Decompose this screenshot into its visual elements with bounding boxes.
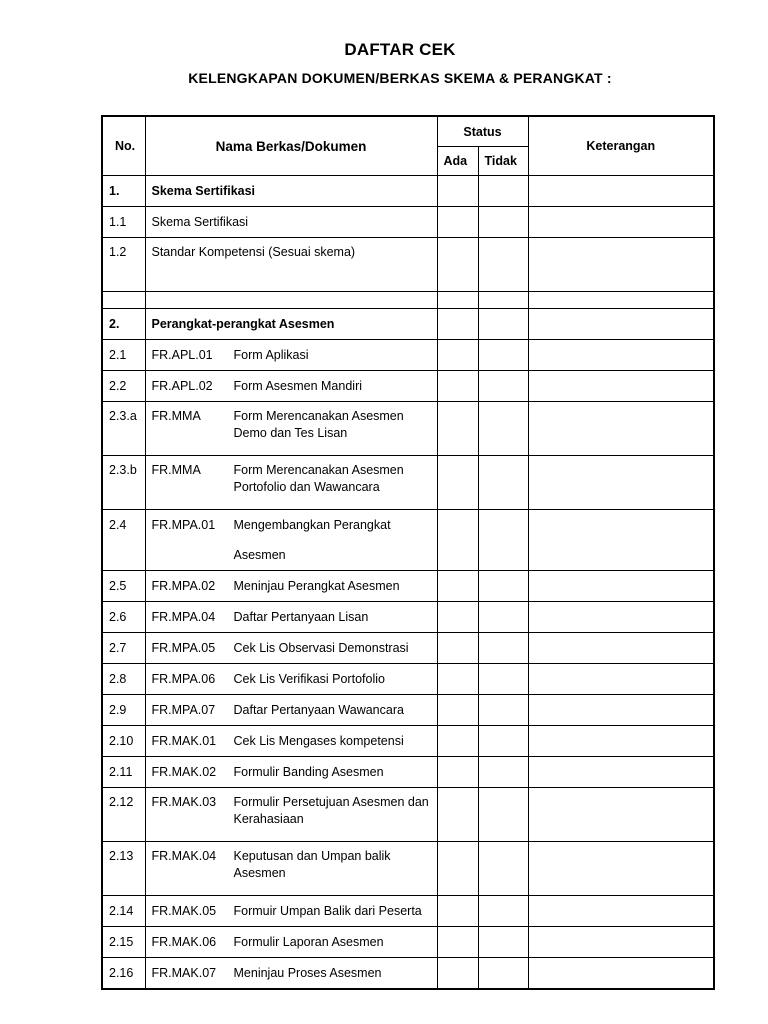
table-row — [102, 842, 714, 896]
keterangan-cell[interactable] — [528, 309, 714, 340]
keterangan-cell[interactable] — [528, 238, 714, 292]
table-row — [102, 456, 714, 510]
tidak-checkbox-cell[interactable] — [478, 176, 528, 207]
document-name-wrap — [152, 757, 431, 787]
form-code: FR.MAK.03 — [151, 795, 217, 809]
document-name: Cek Lis Observasi Demonstrasi — [233, 641, 409, 655]
form-code: FR.MAK.02 — [151, 765, 217, 779]
document-name: Form Aplikasi — [233, 348, 309, 362]
document-name: Daftar Pertanyaan Lisan — [233, 610, 369, 624]
tidak-checkbox-cell[interactable] — [478, 958, 528, 990]
form-code: FR.MPA.05 — [151, 641, 216, 655]
row-number: 2.8 — [102, 664, 145, 695]
form-code: FR.MMA — [151, 409, 201, 423]
ada-checkbox-cell[interactable] — [437, 633, 478, 664]
ada-checkbox-cell[interactable] — [437, 510, 478, 571]
row-number: 2.10 — [102, 726, 145, 757]
table-row — [102, 510, 714, 571]
document-cell — [145, 571, 437, 602]
document-name-wrap — [152, 927, 431, 957]
row-number: 2.16 — [102, 958, 145, 990]
document-cell — [145, 664, 437, 695]
document-cell — [145, 402, 437, 456]
keterangan-cell[interactable] — [528, 571, 714, 602]
document-name: Standar Kompetensi (Sesuai skema) — [151, 245, 356, 259]
tidak-checkbox-cell[interactable] — [478, 309, 528, 340]
header-no: No. — [102, 116, 145, 176]
keterangan-cell[interactable] — [528, 371, 714, 402]
spacer-cell — [145, 292, 437, 309]
tidak-checkbox-cell[interactable] — [478, 207, 528, 238]
section-row — [102, 176, 714, 207]
table-row — [102, 695, 714, 726]
keterangan-cell[interactable] — [528, 602, 714, 633]
tidak-checkbox-cell[interactable] — [478, 340, 528, 371]
document-name-wrap — [152, 695, 431, 725]
checklist-table — [101, 115, 715, 990]
row-number: 2.3.b — [102, 456, 145, 510]
table-row — [102, 207, 714, 238]
table-row — [102, 896, 714, 927]
document-cell — [145, 510, 437, 571]
document-name: Form Merencanakan Asesmen Demo dan Tes Lisan — [233, 409, 404, 440]
document-cell — [145, 726, 437, 757]
form-code: FR.MAK.05 — [151, 904, 217, 918]
form-code: FR.MMA — [151, 463, 201, 477]
table-row — [102, 958, 714, 990]
keterangan-cell[interactable] — [528, 695, 714, 726]
document-cell — [145, 958, 437, 990]
keterangan-cell[interactable] — [528, 510, 714, 571]
document-name: Meninjau Perangkat Asesmen — [233, 579, 400, 593]
document-cell — [145, 788, 437, 842]
header-ada: Ada — [437, 147, 478, 176]
ada-checkbox-cell[interactable] — [437, 757, 478, 788]
ada-checkbox-cell[interactable] — [437, 456, 478, 510]
table-row — [102, 927, 714, 958]
document-name-wrap — [152, 371, 431, 401]
ada-checkbox-cell[interactable] — [437, 340, 478, 371]
document-name: Formulir Persetujuan Asesmen dan Kerahasiaan — [233, 795, 429, 826]
document-name-wrap — [152, 896, 431, 926]
section-number: 1. — [102, 176, 145, 207]
header-tidak: Tidak — [478, 147, 528, 176]
document-name: Form Merencanakan Asesmen Portofolio dan Wawancara — [233, 463, 404, 494]
ada-checkbox-cell[interactable] — [437, 896, 478, 927]
header-keterangan: Keterangan — [528, 116, 714, 176]
form-code: FR.MPA.04 — [151, 610, 216, 624]
tidak-checkbox-cell[interactable] — [478, 510, 528, 571]
section-title: Skema Sertifikasi — [145, 176, 437, 207]
document-cell — [145, 633, 437, 664]
form-code: FR.MPA.07 — [151, 703, 216, 717]
document-cell — [145, 456, 437, 510]
section-number: 2. — [102, 309, 145, 340]
row-number: 2.5 — [102, 571, 145, 602]
row-number: 1.2 — [102, 238, 145, 292]
keterangan-cell[interactable] — [528, 726, 714, 757]
document-name-wrap — [152, 848, 431, 882]
tidak-checkbox-cell[interactable] — [478, 402, 528, 456]
row-number: 2.3.a — [102, 402, 145, 456]
ada-checkbox-cell[interactable] — [437, 238, 478, 292]
header-status: Status — [437, 116, 528, 147]
tidak-checkbox-cell[interactable] — [478, 664, 528, 695]
row-number: 2.9 — [102, 695, 145, 726]
table-row — [102, 757, 714, 788]
keterangan-cell[interactable] — [528, 958, 714, 990]
document-name-wrap — [152, 726, 431, 756]
document-name-wrap — [152, 244, 431, 261]
table-row — [102, 664, 714, 695]
tidak-checkbox-cell[interactable] — [478, 927, 528, 958]
section-row — [102, 309, 714, 340]
document-name-wrap — [152, 340, 431, 370]
tidak-checkbox-cell[interactable] — [478, 757, 528, 788]
form-code: FR.MPA.06 — [151, 672, 216, 686]
document-cell — [145, 602, 437, 633]
document-name: Mengembangkan Perangkat Asesmen — [233, 518, 391, 562]
form-code: FR.MPA.01 — [151, 518, 216, 532]
tidak-checkbox-cell[interactable] — [478, 842, 528, 896]
document-name-wrap — [152, 510, 431, 570]
table-row — [102, 340, 714, 371]
form-code: FR.MPA.02 — [151, 579, 216, 593]
form-code: FR.APL.02 — [151, 379, 213, 393]
tidak-checkbox-cell[interactable] — [478, 371, 528, 402]
row-number: 2.11 — [102, 757, 145, 788]
ada-checkbox-cell[interactable] — [437, 571, 478, 602]
tidak-checkbox-cell[interactable] — [478, 456, 528, 510]
keterangan-cell[interactable] — [528, 176, 714, 207]
document-name-wrap — [152, 633, 431, 663]
ada-checkbox-cell[interactable] — [437, 664, 478, 695]
keterangan-cell[interactable] — [528, 927, 714, 958]
ada-checkbox-cell[interactable] — [437, 371, 478, 402]
keterangan-cell[interactable] — [528, 633, 714, 664]
ada-checkbox-cell[interactable] — [437, 402, 478, 456]
document-name-wrap — [152, 664, 431, 694]
keterangan-cell[interactable] — [528, 788, 714, 842]
document-name-wrap — [152, 571, 431, 601]
keterangan-cell[interactable] — [528, 340, 714, 371]
tidak-checkbox-cell[interactable] — [478, 695, 528, 726]
spacer-cell — [437, 292, 478, 309]
document-cell — [145, 238, 437, 292]
document-title: DAFTAR CEK — [344, 40, 456, 59]
row-number: 2.13 — [102, 842, 145, 896]
document-cell — [145, 757, 437, 788]
checklist-body — [102, 176, 714, 990]
row-number: 2.6 — [102, 602, 145, 633]
section-title: Perangkat-perangkat Asesmen — [145, 309, 437, 340]
ada-checkbox-cell[interactable] — [437, 927, 478, 958]
document-name-wrap — [152, 958, 431, 988]
keterangan-cell[interactable] — [528, 456, 714, 510]
tidak-checkbox-cell[interactable] — [478, 238, 528, 292]
document-name-wrap — [152, 602, 431, 632]
row-number: 2.4 — [102, 510, 145, 571]
row-number: 2.15 — [102, 927, 145, 958]
keterangan-cell[interactable] — [528, 842, 714, 896]
keterangan-cell[interactable] — [528, 402, 714, 456]
spacer-row — [102, 292, 714, 309]
document-cell — [145, 371, 437, 402]
ada-checkbox-cell[interactable] — [437, 695, 478, 726]
table-row — [102, 726, 714, 757]
table-row — [102, 571, 714, 602]
header-nama-berkas: Nama Berkas/Dokumen — [145, 116, 437, 176]
document-cell — [145, 695, 437, 726]
ada-checkbox-cell[interactable] — [437, 788, 478, 842]
document-name-wrap — [152, 408, 431, 442]
document-cell — [145, 896, 437, 927]
document-name: Cek Lis Mengases kompetensi — [233, 734, 404, 748]
document-name: Keputusan dan Umpan balik Asesmen — [233, 849, 391, 880]
document-cell — [145, 207, 437, 238]
tidak-checkbox-cell[interactable] — [478, 726, 528, 757]
row-number: 2.7 — [102, 633, 145, 664]
ada-checkbox-cell[interactable] — [437, 842, 478, 896]
document-name-wrap — [152, 207, 431, 237]
tidak-checkbox-cell[interactable] — [478, 788, 528, 842]
row-number: 2.2 — [102, 371, 145, 402]
tidak-checkbox-cell[interactable] — [478, 602, 528, 633]
tidak-checkbox-cell[interactable] — [478, 633, 528, 664]
ada-checkbox-cell[interactable] — [437, 958, 478, 990]
spacer-cell — [478, 292, 528, 309]
spacer-cell — [102, 292, 145, 309]
ada-checkbox-cell[interactable] — [437, 602, 478, 633]
row-number: 2.1 — [102, 340, 145, 371]
document-name: Skema Sertifikasi — [151, 215, 249, 229]
table-row — [102, 602, 714, 633]
row-number: 2.14 — [102, 896, 145, 927]
table-row — [102, 633, 714, 664]
document-name-wrap — [152, 794, 431, 828]
ada-checkbox-cell[interactable] — [437, 176, 478, 207]
document-name: Formuir Umpan Balik dari Peserta — [233, 904, 422, 918]
form-code: FR.APL.01 — [151, 348, 213, 362]
document-name: Form Asesmen Mandiri — [233, 379, 363, 393]
document-subtitle: KELENGKAPAN DOKUMEN/BERKAS SKEMA & PERANGKAT : — [188, 70, 612, 86]
table-row — [102, 238, 714, 292]
document-name: Cek Lis Verifikasi Portofolio — [233, 672, 385, 686]
row-number: 1.1 — [102, 207, 145, 238]
keterangan-cell[interactable] — [528, 757, 714, 788]
table-row — [102, 402, 714, 456]
document-name-wrap — [152, 462, 431, 496]
keterangan-cell[interactable] — [528, 207, 714, 238]
document-cell — [145, 927, 437, 958]
document-name: Daftar Pertanyaan Wawancara — [233, 703, 404, 717]
keterangan-cell[interactable] — [528, 664, 714, 695]
table-row — [102, 371, 714, 402]
document-cell — [145, 842, 437, 896]
document-name: Formulir Banding Asesmen — [233, 765, 384, 779]
tidak-checkbox-cell[interactable] — [478, 896, 528, 927]
form-code: FR.MAK.01 — [151, 734, 217, 748]
keterangan-cell[interactable] — [528, 896, 714, 927]
document-name: Formulir Laporan Asesmen — [233, 935, 384, 949]
ada-checkbox-cell[interactable] — [437, 207, 478, 238]
row-number: 2.12 — [102, 788, 145, 842]
spacer-cell — [528, 292, 714, 309]
document-name: Meninjau Proses Asesmen — [233, 966, 382, 980]
tidak-checkbox-cell[interactable] — [478, 571, 528, 602]
form-code: FR.MAK.04 — [151, 849, 217, 863]
form-code: FR.MAK.07 — [151, 966, 217, 980]
ada-checkbox-cell[interactable] — [437, 309, 478, 340]
form-code: FR.MAK.06 — [151, 935, 217, 949]
table-row — [102, 788, 714, 842]
document-cell — [145, 340, 437, 371]
ada-checkbox-cell[interactable] — [437, 726, 478, 757]
